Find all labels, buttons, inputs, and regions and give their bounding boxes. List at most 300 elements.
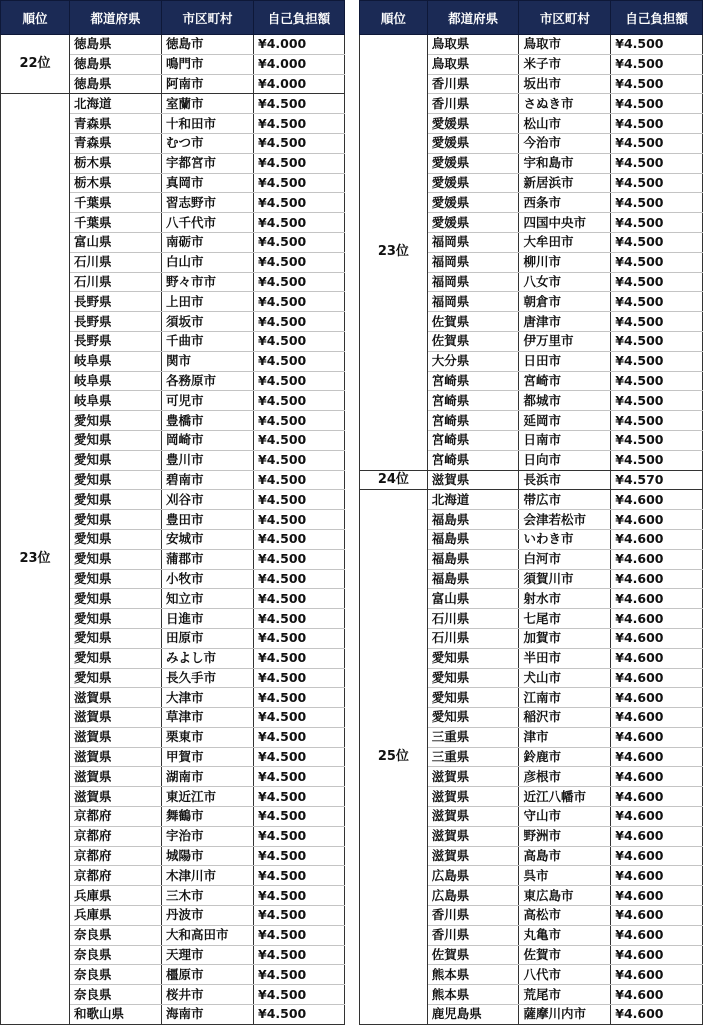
municipality-cell: 白河市 — [519, 549, 611, 569]
ranking-table-right — [359, 0, 703, 1025]
self-pay-cell: ¥4.500 — [254, 609, 345, 629]
self-pay-cell: ¥4.600 — [611, 747, 703, 767]
prefecture-cell: 愛知県 — [427, 668, 519, 688]
self-pay-cell: ¥4.500 — [254, 747, 345, 767]
self-pay-cell: ¥4.500 — [254, 727, 345, 747]
municipality-cell: 木津川市 — [162, 866, 254, 886]
municipality-cell: 日南市 — [519, 430, 611, 450]
municipality-cell: 桜井市 — [162, 985, 254, 1005]
municipality-cell: 七尾市 — [519, 609, 611, 629]
prefecture-cell: 香川県 — [427, 925, 519, 945]
self-pay-cell: ¥4.500 — [254, 252, 345, 272]
municipality-cell: 須坂市 — [162, 312, 254, 332]
municipality-cell: 白山市 — [162, 252, 254, 272]
prefecture-cell: 愛媛県 — [427, 133, 519, 153]
prefecture-cell: 愛知県 — [427, 708, 519, 728]
self-pay-cell: ¥4.600 — [611, 589, 703, 609]
prefecture-cell: 三重県 — [427, 727, 519, 747]
self-pay-cell: ¥4.500 — [254, 945, 345, 965]
prefecture-cell: 愛知県 — [427, 688, 519, 708]
prefecture-cell: 石川県 — [427, 628, 519, 648]
prefecture-cell: 大分県 — [427, 351, 519, 371]
self-pay-cell: ¥4.500 — [254, 351, 345, 371]
self-pay-cell: ¥4.600 — [611, 549, 703, 569]
prefecture-cell: 滋賀県 — [70, 747, 162, 767]
self-pay-cell: ¥4.500 — [611, 272, 703, 292]
prefecture-cell: 滋賀県 — [427, 787, 519, 807]
municipality-cell: 松山市 — [519, 114, 611, 134]
prefecture-cell: 愛知県 — [70, 529, 162, 549]
prefecture-cell: 福島県 — [427, 569, 519, 589]
prefecture-cell: 岐阜県 — [70, 371, 162, 391]
table-row — [360, 490, 703, 510]
prefecture-cell: 青森県 — [70, 133, 162, 153]
self-pay-cell: ¥4.500 — [254, 490, 345, 510]
self-pay-cell: ¥4.500 — [611, 133, 703, 153]
table-body-left — [1, 35, 345, 1025]
prefecture-cell: 和歌山県 — [70, 1005, 162, 1025]
municipality-cell: 豊橋市 — [162, 411, 254, 431]
prefecture-cell: 滋賀県 — [70, 708, 162, 728]
municipality-cell: 高松市 — [519, 906, 611, 926]
self-pay-cell: ¥4.600 — [611, 846, 703, 866]
prefecture-cell: 愛知県 — [70, 470, 162, 490]
municipality-cell: 十和田市 — [162, 114, 254, 134]
self-pay-cell: ¥4.500 — [254, 430, 345, 450]
municipality-cell: 海南市 — [162, 1005, 254, 1025]
municipality-cell: 長浜市 — [519, 470, 611, 490]
municipality-cell: 宇治市 — [162, 826, 254, 846]
municipality-cell: 八女市 — [519, 272, 611, 292]
prefecture-cell: 福岡県 — [427, 232, 519, 252]
prefecture-cell: 愛知県 — [70, 569, 162, 589]
municipality-cell: 八代市 — [519, 965, 611, 985]
self-pay-cell: ¥4.500 — [611, 351, 703, 371]
municipality-cell: 鈴鹿市 — [519, 747, 611, 767]
self-pay-cell: ¥4.500 — [254, 510, 345, 530]
self-pay-cell: ¥4.500 — [254, 886, 345, 906]
municipality-cell: 甲賀市 — [162, 747, 254, 767]
rank-cell: 22位 — [1, 35, 70, 94]
self-pay-cell: ¥4.600 — [611, 727, 703, 747]
municipality-cell: 犬山市 — [519, 668, 611, 688]
prefecture-cell: 滋賀県 — [427, 846, 519, 866]
municipality-cell: 会津若松市 — [519, 510, 611, 530]
self-pay-cell: ¥4.500 — [254, 807, 345, 827]
self-pay-cell: ¥4.500 — [611, 35, 703, 55]
municipality-cell: 東近江市 — [162, 787, 254, 807]
self-pay-cell: ¥4.500 — [254, 985, 345, 1005]
self-pay-cell: ¥4.500 — [254, 648, 345, 668]
self-pay-cell: ¥4.500 — [611, 173, 703, 193]
header-municipality: 市区町村 — [162, 1, 254, 35]
municipality-cell: 千曲市 — [162, 331, 254, 351]
prefecture-cell: 熊本県 — [427, 965, 519, 985]
self-pay-cell: ¥4.500 — [254, 965, 345, 985]
self-pay-cell: ¥4.600 — [611, 708, 703, 728]
municipality-cell: 蒲郡市 — [162, 549, 254, 569]
municipality-cell: 草津市 — [162, 708, 254, 728]
self-pay-cell: ¥4.500 — [254, 668, 345, 688]
municipality-cell: 栗東市 — [162, 727, 254, 747]
prefecture-cell: 滋賀県 — [70, 787, 162, 807]
prefecture-cell: 宮崎県 — [427, 450, 519, 470]
prefecture-cell: 愛媛県 — [427, 153, 519, 173]
self-pay-cell: ¥4.500 — [254, 292, 345, 312]
prefecture-cell: 千葉県 — [70, 213, 162, 233]
self-pay-cell: ¥4.500 — [254, 906, 345, 926]
municipality-cell: 野々市市 — [162, 272, 254, 292]
municipality-cell: 真岡市 — [162, 173, 254, 193]
prefecture-cell: 広島県 — [427, 866, 519, 886]
self-pay-cell: ¥4.500 — [254, 846, 345, 866]
prefecture-cell: 兵庫県 — [70, 886, 162, 906]
municipality-cell: 加賀市 — [519, 628, 611, 648]
prefecture-cell: 福島県 — [427, 549, 519, 569]
self-pay-cell: ¥4.500 — [254, 569, 345, 589]
municipality-cell: 呉市 — [519, 866, 611, 886]
self-pay-cell: ¥4.600 — [611, 569, 703, 589]
municipality-cell: 大津市 — [162, 688, 254, 708]
municipality-cell: 津市 — [519, 727, 611, 747]
ranking-table-left — [0, 0, 345, 1025]
municipality-cell: 刈谷市 — [162, 490, 254, 510]
municipality-cell: 新居浜市 — [519, 173, 611, 193]
self-pay-cell: ¥4.500 — [254, 312, 345, 332]
municipality-cell: 稲沢市 — [519, 708, 611, 728]
municipality-cell: 室蘭市 — [162, 94, 254, 114]
prefecture-cell: 滋賀県 — [70, 727, 162, 747]
self-pay-cell: ¥4.500 — [254, 925, 345, 945]
prefecture-cell: 福岡県 — [427, 292, 519, 312]
municipality-cell: 今治市 — [519, 133, 611, 153]
prefecture-cell: 岐阜県 — [70, 391, 162, 411]
municipality-cell: 橿原市 — [162, 965, 254, 985]
self-pay-cell: ¥4.000 — [254, 54, 345, 74]
prefecture-cell: 栃木県 — [70, 153, 162, 173]
prefecture-cell: 愛知県 — [70, 549, 162, 569]
municipality-cell: 鳴門市 — [162, 54, 254, 74]
self-pay-cell: ¥4.500 — [611, 391, 703, 411]
municipality-cell: 大和高田市 — [162, 925, 254, 945]
prefecture-cell: 鳥取県 — [427, 54, 519, 74]
municipality-cell: 都城市 — [519, 391, 611, 411]
prefecture-cell: 石川県 — [70, 252, 162, 272]
prefecture-cell: 北海道 — [427, 490, 519, 510]
prefecture-cell: 奈良県 — [70, 965, 162, 985]
prefecture-cell: 愛知県 — [70, 628, 162, 648]
municipality-cell: 朝倉市 — [519, 292, 611, 312]
prefecture-cell: 富山県 — [427, 589, 519, 609]
prefecture-cell: 滋賀県 — [427, 767, 519, 787]
table-row — [360, 35, 703, 55]
self-pay-cell: ¥4.500 — [254, 767, 345, 787]
municipality-cell: 徳島市 — [162, 35, 254, 55]
self-pay-cell: ¥4.500 — [611, 430, 703, 450]
prefecture-cell: 愛知県 — [70, 648, 162, 668]
self-pay-cell: ¥4.500 — [254, 114, 345, 134]
municipality-cell: 江南市 — [519, 688, 611, 708]
prefecture-cell: 栃木県 — [70, 173, 162, 193]
self-pay-cell: ¥4.600 — [611, 945, 703, 965]
municipality-cell: 伊万里市 — [519, 331, 611, 351]
municipality-cell: 柳川市 — [519, 252, 611, 272]
municipality-cell: 佐賀市 — [519, 945, 611, 965]
self-pay-cell: ¥4.500 — [611, 193, 703, 213]
prefecture-cell: 滋賀県 — [427, 826, 519, 846]
municipality-cell: 東広島市 — [519, 886, 611, 906]
municipality-cell: 高島市 — [519, 846, 611, 866]
prefecture-cell: 福岡県 — [427, 252, 519, 272]
municipality-cell: いわき市 — [519, 529, 611, 549]
self-pay-cell: ¥4.500 — [254, 866, 345, 886]
self-pay-cell: ¥4.500 — [254, 371, 345, 391]
municipality-cell: 田原市 — [162, 628, 254, 648]
municipality-cell: 阿南市 — [162, 74, 254, 94]
header-rank: 順位 — [1, 1, 70, 35]
prefecture-cell: 滋賀県 — [70, 688, 162, 708]
prefecture-cell: 三重県 — [427, 747, 519, 767]
self-pay-cell: ¥4.500 — [254, 173, 345, 193]
self-pay-cell: ¥4.570 — [611, 470, 703, 490]
self-pay-cell: ¥4.500 — [254, 589, 345, 609]
self-pay-cell: ¥4.600 — [611, 609, 703, 629]
municipality-cell: 守山市 — [519, 807, 611, 827]
table-header-row — [360, 1, 703, 35]
municipality-cell: 薩摩川内市 — [519, 1005, 611, 1025]
table-body-right — [360, 35, 703, 1025]
self-pay-cell: ¥4.000 — [254, 74, 345, 94]
prefecture-cell: 佐賀県 — [427, 331, 519, 351]
prefecture-cell: 京都府 — [70, 807, 162, 827]
self-pay-cell: ¥4.500 — [611, 94, 703, 114]
municipality-cell: 須賀川市 — [519, 569, 611, 589]
prefecture-cell: 宮崎県 — [427, 430, 519, 450]
prefecture-cell: 京都府 — [70, 866, 162, 886]
prefecture-cell: 広島県 — [427, 886, 519, 906]
self-pay-cell: ¥4.500 — [254, 411, 345, 431]
municipality-cell: 豊田市 — [162, 510, 254, 530]
header-rank: 順位 — [360, 1, 428, 35]
self-pay-cell: ¥4.500 — [611, 232, 703, 252]
municipality-cell: 習志野市 — [162, 193, 254, 213]
municipality-cell: 関市 — [162, 351, 254, 371]
self-pay-cell: ¥4.500 — [254, 1005, 345, 1025]
self-pay-cell: ¥4.500 — [254, 213, 345, 233]
self-pay-cell: ¥4.600 — [611, 767, 703, 787]
self-pay-cell: ¥4.500 — [254, 549, 345, 569]
self-pay-cell: ¥4.500 — [254, 787, 345, 807]
header-prefecture: 都道府県 — [427, 1, 519, 35]
rank-cell: 24位 — [360, 470, 428, 490]
municipality-cell: 日進市 — [162, 609, 254, 629]
municipality-cell: 長久手市 — [162, 668, 254, 688]
municipality-cell: 彦根市 — [519, 767, 611, 787]
municipality-cell: 豊川市 — [162, 450, 254, 470]
prefecture-cell: 奈良県 — [70, 945, 162, 965]
header-self-pay: 自己負担額 — [611, 1, 703, 35]
table-row — [360, 470, 703, 490]
self-pay-cell: ¥4.500 — [611, 153, 703, 173]
municipality-cell: 各務原市 — [162, 371, 254, 391]
municipality-cell: 射水市 — [519, 589, 611, 609]
self-pay-cell: ¥4.500 — [254, 94, 345, 114]
self-pay-cell: ¥4.500 — [254, 688, 345, 708]
prefecture-cell: 佐賀県 — [427, 312, 519, 332]
self-pay-cell: ¥4.500 — [611, 213, 703, 233]
prefecture-cell: 福島県 — [427, 510, 519, 530]
header-municipality: 市区町村 — [519, 1, 611, 35]
rank-cell: 25位 — [360, 490, 428, 1025]
municipality-cell: 舞鶴市 — [162, 807, 254, 827]
self-pay-cell: ¥4.600 — [611, 490, 703, 510]
prefecture-cell: 滋賀県 — [427, 807, 519, 827]
municipality-cell: 上田市 — [162, 292, 254, 312]
self-pay-cell: ¥4.500 — [254, 826, 345, 846]
prefecture-cell: 愛知県 — [70, 411, 162, 431]
self-pay-cell: ¥4.600 — [611, 668, 703, 688]
prefecture-cell: 石川県 — [427, 609, 519, 629]
self-pay-cell: ¥4.500 — [254, 708, 345, 728]
prefecture-cell: 長野県 — [70, 292, 162, 312]
prefecture-cell: 愛知県 — [70, 450, 162, 470]
municipality-cell: 南砺市 — [162, 232, 254, 252]
municipality-cell: 八千代市 — [162, 213, 254, 233]
municipality-cell: 延岡市 — [519, 411, 611, 431]
prefecture-cell: 福島県 — [427, 529, 519, 549]
self-pay-cell: ¥4.500 — [254, 529, 345, 549]
self-pay-cell: ¥4.000 — [254, 35, 345, 55]
self-pay-cell: ¥4.600 — [611, 866, 703, 886]
self-pay-cell: ¥4.600 — [611, 826, 703, 846]
municipality-cell: 安城市 — [162, 529, 254, 549]
self-pay-cell: ¥4.500 — [611, 292, 703, 312]
prefecture-cell: 愛媛県 — [427, 173, 519, 193]
prefecture-cell: 愛知県 — [70, 668, 162, 688]
prefecture-cell: 香川県 — [427, 906, 519, 926]
prefecture-cell: 徳島県 — [70, 74, 162, 94]
municipality-cell: 宇和島市 — [519, 153, 611, 173]
prefecture-cell: 宮崎県 — [427, 371, 519, 391]
prefecture-cell: 愛知県 — [70, 510, 162, 530]
municipality-cell: 大牟田市 — [519, 232, 611, 252]
municipality-cell: 鳥取市 — [519, 35, 611, 55]
prefecture-cell: 愛知県 — [70, 589, 162, 609]
municipality-cell: 城陽市 — [162, 846, 254, 866]
prefecture-cell: 愛知県 — [70, 430, 162, 450]
self-pay-cell: ¥4.600 — [611, 906, 703, 926]
self-pay-cell: ¥4.600 — [611, 787, 703, 807]
self-pay-cell: ¥4.600 — [611, 925, 703, 945]
municipality-cell: 宮崎市 — [519, 371, 611, 391]
self-pay-cell: ¥4.500 — [254, 470, 345, 490]
self-pay-cell: ¥4.600 — [611, 688, 703, 708]
municipality-cell: 碧南市 — [162, 470, 254, 490]
prefecture-cell: 青森県 — [70, 114, 162, 134]
municipality-cell: 知立市 — [162, 589, 254, 609]
prefecture-cell: 兵庫県 — [70, 906, 162, 926]
municipality-cell: 帯広市 — [519, 490, 611, 510]
prefecture-cell: 愛媛県 — [427, 213, 519, 233]
self-pay-cell: ¥4.500 — [611, 371, 703, 391]
municipality-cell: 唐津市 — [519, 312, 611, 332]
prefecture-cell: 愛媛県 — [427, 114, 519, 134]
self-pay-cell: ¥4.500 — [254, 628, 345, 648]
self-pay-cell: ¥4.500 — [254, 193, 345, 213]
prefecture-cell: 香川県 — [427, 94, 519, 114]
prefecture-cell: 北海道 — [70, 94, 162, 114]
self-pay-cell: ¥4.500 — [611, 54, 703, 74]
municipality-cell: みよし市 — [162, 648, 254, 668]
self-pay-cell: ¥4.500 — [611, 312, 703, 332]
self-pay-cell: ¥4.500 — [254, 450, 345, 470]
prefecture-cell: 鳥取県 — [427, 35, 519, 55]
prefecture-cell: 長野県 — [70, 331, 162, 351]
prefecture-cell: 熊本県 — [427, 985, 519, 1005]
rank-cell: 23位 — [360, 35, 428, 471]
prefecture-cell: 香川県 — [427, 74, 519, 94]
header-self-pay: 自己負担額 — [254, 1, 345, 35]
municipality-cell: むつ市 — [162, 133, 254, 153]
table-row — [1, 35, 345, 55]
municipality-cell: さぬき市 — [519, 94, 611, 114]
self-pay-cell: ¥4.500 — [611, 252, 703, 272]
self-pay-cell: ¥4.600 — [611, 807, 703, 827]
municipality-cell: 小牧市 — [162, 569, 254, 589]
municipality-cell: 野洲市 — [519, 826, 611, 846]
prefecture-cell: 鹿児島県 — [427, 1005, 519, 1025]
self-pay-cell: ¥4.500 — [254, 232, 345, 252]
self-pay-cell: ¥4.500 — [254, 133, 345, 153]
prefecture-cell: 岐阜県 — [70, 351, 162, 371]
prefecture-cell: 長野県 — [70, 312, 162, 332]
prefecture-cell: 愛知県 — [70, 609, 162, 629]
prefecture-cell: 徳島県 — [70, 35, 162, 55]
self-pay-cell: ¥4.600 — [611, 529, 703, 549]
prefecture-cell: 奈良県 — [70, 925, 162, 945]
self-pay-cell: ¥4.600 — [611, 965, 703, 985]
self-pay-cell: ¥4.500 — [611, 114, 703, 134]
self-pay-cell: ¥4.600 — [611, 1005, 703, 1025]
prefecture-cell: 富山県 — [70, 232, 162, 252]
table-row — [1, 94, 345, 114]
self-pay-cell: ¥4.600 — [611, 510, 703, 530]
prefecture-cell: 滋賀県 — [70, 767, 162, 787]
prefecture-cell: 宮崎県 — [427, 391, 519, 411]
self-pay-cell: ¥4.500 — [254, 391, 345, 411]
self-pay-cell: ¥4.500 — [254, 272, 345, 292]
prefecture-cell: 徳島県 — [70, 54, 162, 74]
prefecture-cell: 京都府 — [70, 826, 162, 846]
municipality-cell: 湖南市 — [162, 767, 254, 787]
municipality-cell: 天理市 — [162, 945, 254, 965]
rank-cell: 23位 — [1, 94, 70, 1024]
municipality-cell: 米子市 — [519, 54, 611, 74]
municipality-cell: 日向市 — [519, 450, 611, 470]
prefecture-cell: 千葉県 — [70, 193, 162, 213]
municipality-cell: 宇都宮市 — [162, 153, 254, 173]
prefecture-cell: 愛媛県 — [427, 193, 519, 213]
municipality-cell: 西条市 — [519, 193, 611, 213]
self-pay-cell: ¥4.500 — [611, 450, 703, 470]
municipality-cell: 日田市 — [519, 351, 611, 371]
self-pay-cell: ¥4.600 — [611, 628, 703, 648]
self-pay-cell: ¥4.600 — [611, 985, 703, 1005]
prefecture-cell: 愛知県 — [70, 490, 162, 510]
municipality-cell: 半田市 — [519, 648, 611, 668]
self-pay-cell: ¥4.500 — [254, 153, 345, 173]
prefecture-cell: 滋賀県 — [427, 470, 519, 490]
